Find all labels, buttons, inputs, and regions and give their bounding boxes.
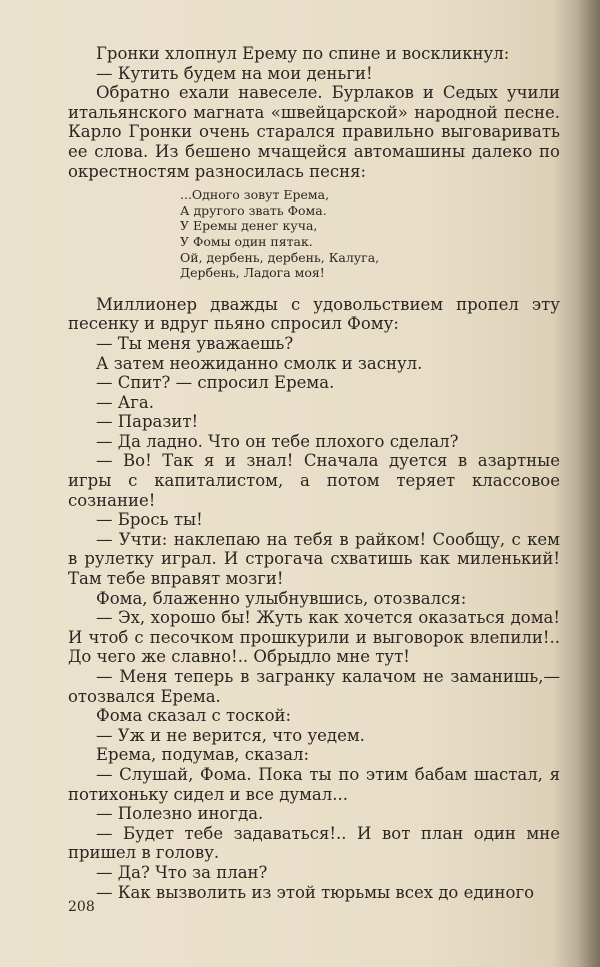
paragraph: — Меня теперь в загранку калачом не заманишь,— отозвался Ерема.: [68, 667, 560, 706]
paragraph: — Ты меня уважаешь?: [96, 333, 294, 353]
paragraph: — Будет тебе задаваться!.. И вот план один мне пришел в голову.: [68, 823, 560, 863]
paragraph: Фома, блаженно улыбнувшись, отозвался:: [96, 588, 467, 608]
paragraph: — Кутить будем на мои деньги!: [96, 63, 373, 83]
paragraph: — Да? Что за план?: [96, 862, 268, 882]
paragraph: — Паразит!: [96, 412, 199, 432]
paragraph: А затем неожиданно смолк и заснул.: [96, 353, 423, 373]
verse-line: А другого звать Фома.: [180, 202, 327, 218]
paragraph: — Ага.: [96, 392, 154, 412]
paragraph: Гронки хлопнул Ерему по спине и воскликнул:: [96, 44, 510, 63]
paragraph: — Уж и не верится, что уедем.: [96, 725, 365, 745]
page-body: [68, 44, 560, 902]
verse-line: ...Одного зовут Ерема,: [180, 187, 330, 203]
paragraph: Ерема, подумав, сказал:: [96, 745, 310, 765]
paragraph: Миллионер дважды с удовольствием пропел эту песенку и вдруг пьяно спросил Фому:: [68, 294, 560, 334]
verse-line: У Еремы денег куча,: [180, 218, 318, 234]
paragraph: — Учти: наклепаю на тебя в райком! Сообщу, с кем в рулетку играл. И строгача схватишь как миленький! Там тебе вправят мозги!: [68, 529, 560, 589]
verse-line: Ой, дербень, дербень, Калуга,: [180, 249, 380, 265]
verse-line: У Фомы один пятак.: [180, 233, 313, 249]
page-edge-shadow: [578, 0, 600, 967]
page-number: 208: [68, 899, 95, 915]
paragraph: — Полезно иногда.: [96, 804, 264, 824]
paragraph: — Во! Так я и знал! Сначала дуется в азартные игры с капиталистом, а потом теряет классовое сознание!: [68, 451, 560, 510]
paragraph: Фома сказал с тоской:: [96, 706, 292, 726]
song-verse: [180, 187, 560, 281]
paragraph: — Да ладно. Что он тебе плохого сделал?: [96, 431, 459, 451]
paragraph: — Брось ты!: [96, 510, 203, 530]
paragraph: — Слушай, Фома. Пока ты по этим бабам шастал, я потихоньку сидел и все думал...: [68, 764, 560, 804]
paragraph: — Как вызволить из этой тюрьмы всех до единого: [96, 882, 535, 902]
paragraph: Обратно ехали навеселе. Бурлаков и Седых учили итальянского магната «швейцарской» народной песне. Карло Гронки очень старался правильно выговаривать ее слова. Из бешено мчащейся автомашины далеко по окрестностям разносилась песня:: [68, 83, 560, 181]
paragraph: — Спит? — спросил Ерема.: [96, 373, 335, 393]
paragraph: — Эх, хорошо бы! Жуть как хочется оказаться дома! И чтоб с песочком прошкурили и выговорок влепили!.. До чего же славно!.. Обрыдло мне тут!: [68, 608, 560, 667]
verse-line: Дербень, Ладога моя!: [180, 265, 325, 281]
